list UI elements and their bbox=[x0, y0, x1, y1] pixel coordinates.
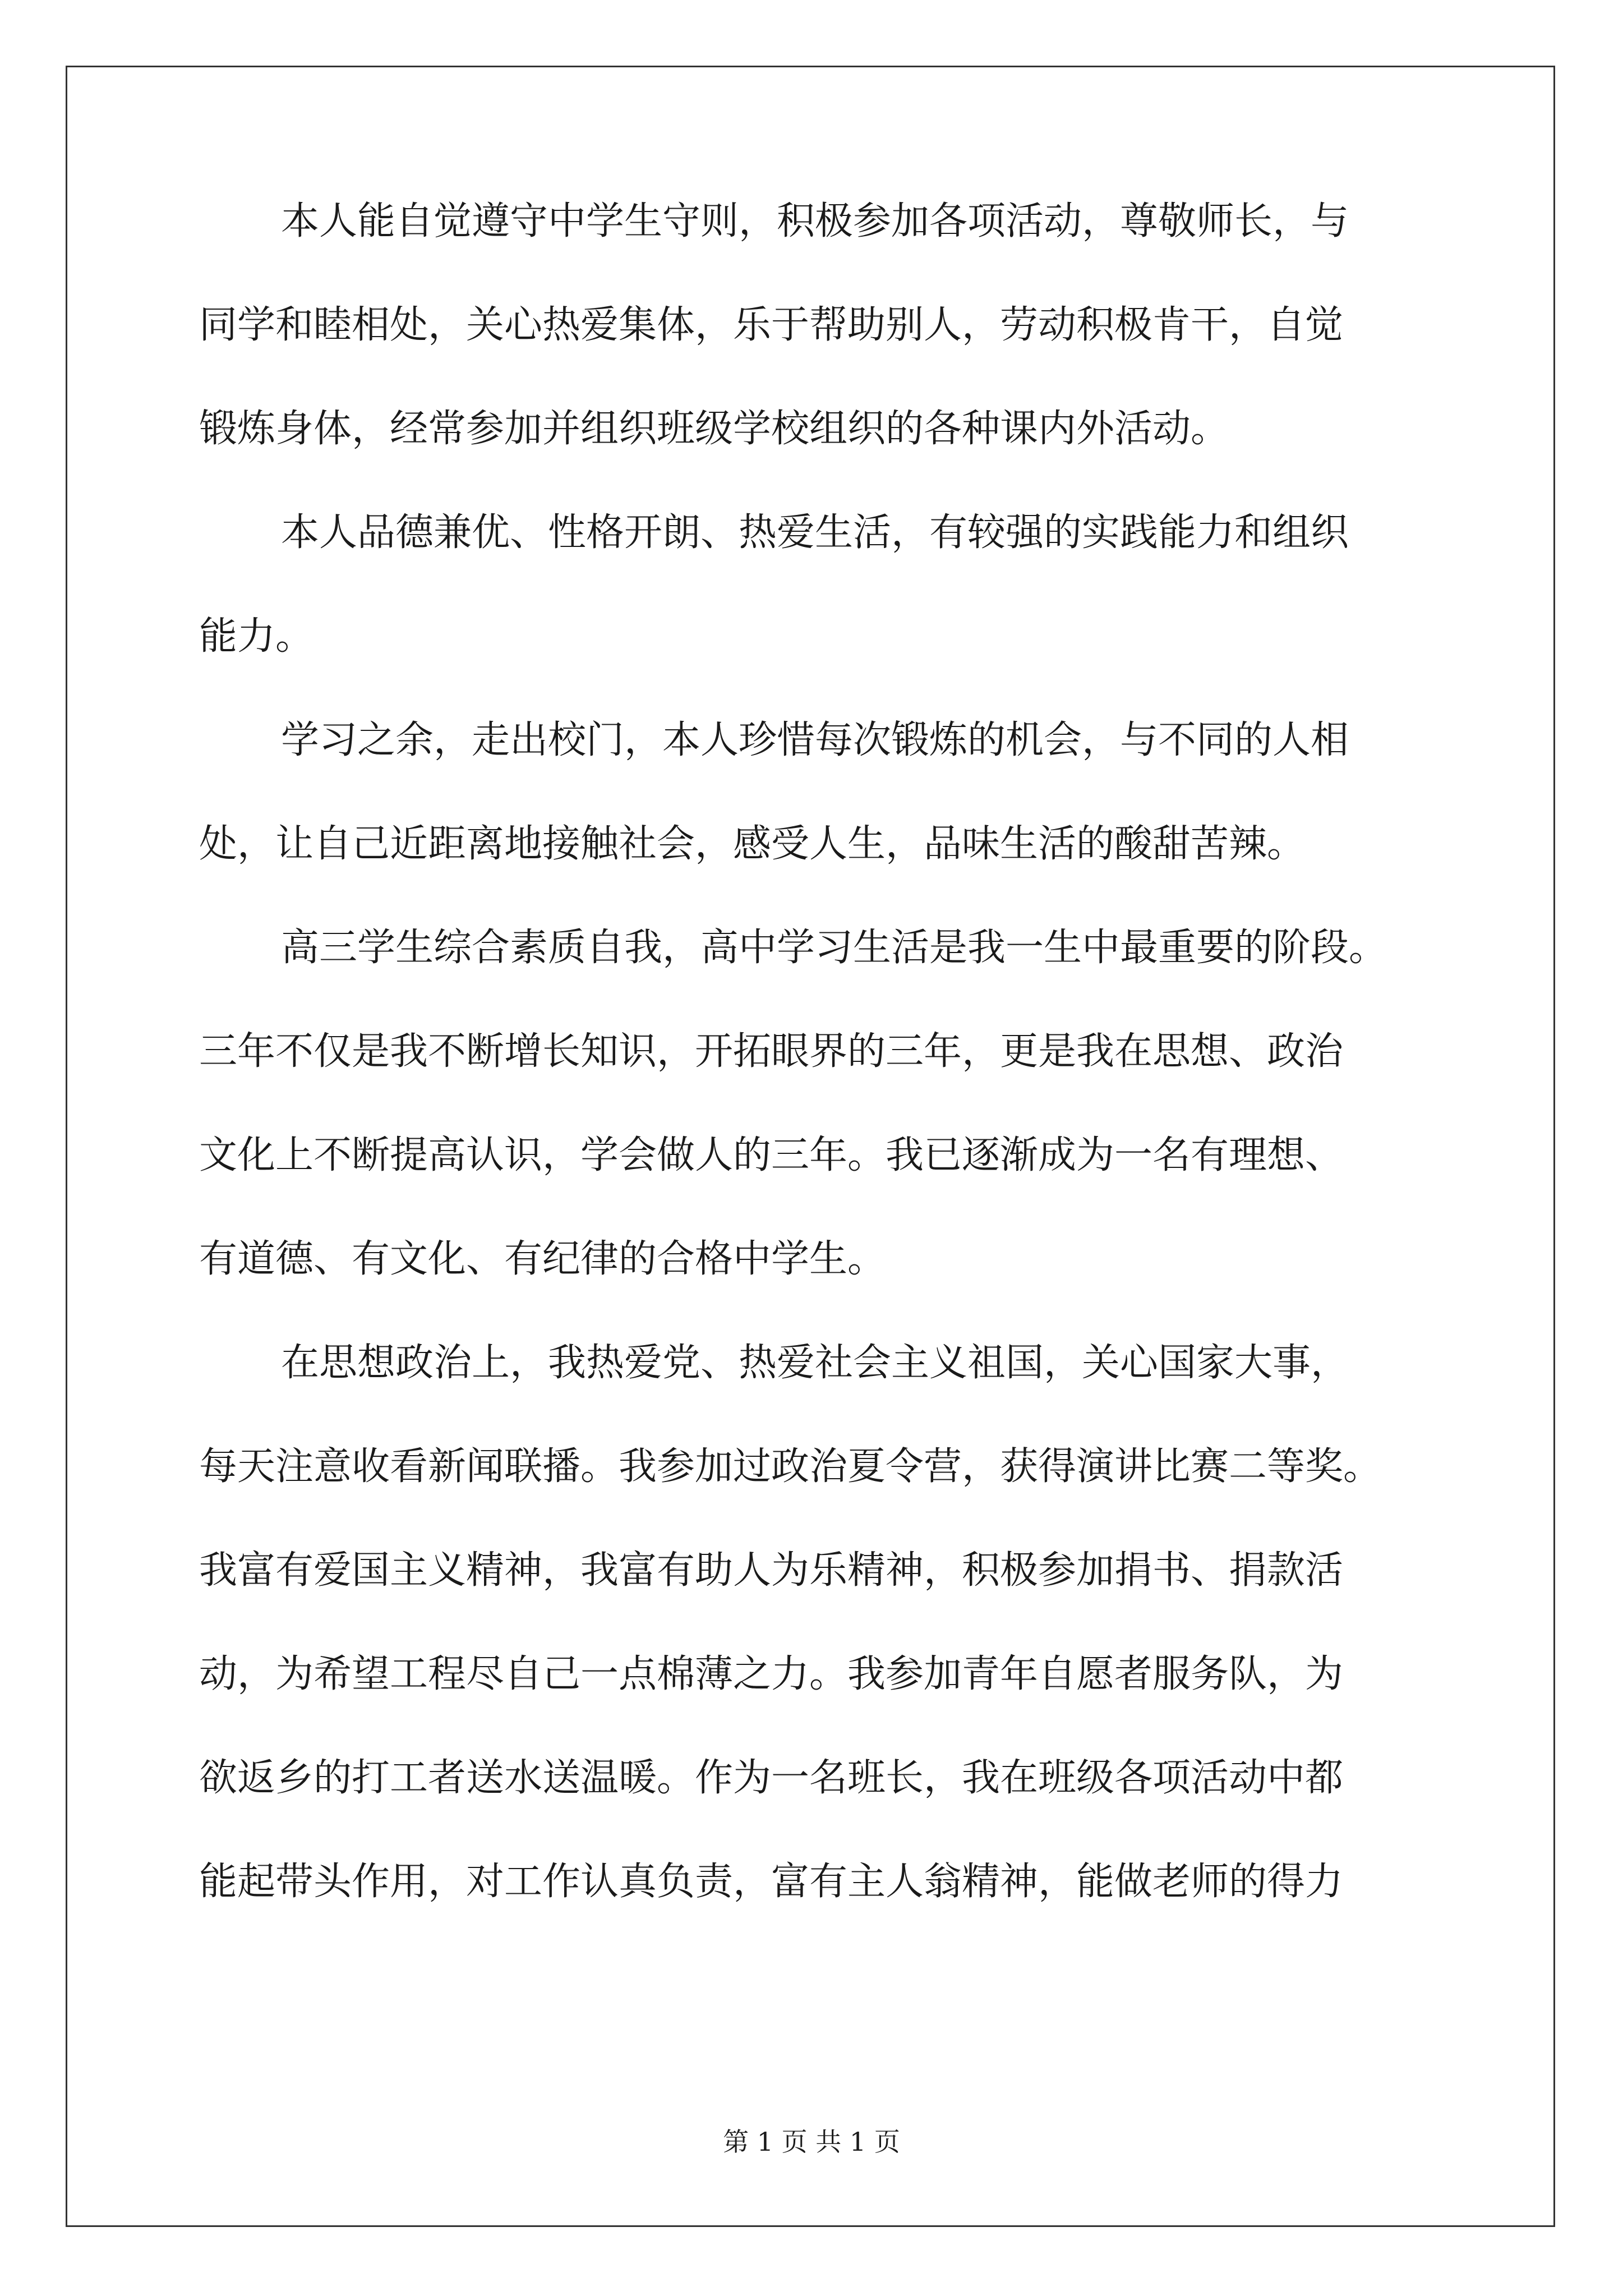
paragraph-line: 处，让自己近距离地接触社会，感受人生，品味生活的酸甜苦辣。 bbox=[199, 822, 1306, 866]
paragraph-line: 动，为希望工程尽自己一点棉薄之力。我参加青年自愿者服务队，为 bbox=[199, 1652, 1344, 1696]
paragraph-line: 能起带头作用，对工作认真负责，富有主人翁精神，能做老师的得力 bbox=[199, 1860, 1344, 1904]
page-number-footer: 第 1 页 共 1 页 bbox=[723, 2127, 900, 2157]
paragraph-line: 三年不仅是我不断增长知识，开拓眼界的三年，更是我在思想、政治 bbox=[199, 1029, 1344, 1074]
paragraph-line: 欲返乡的打工者送水送温暖。作为一名班长，我在班级各项活动中都 bbox=[199, 1756, 1344, 1800]
paragraph-line: 学习之余，走出校门，本人珍惜每次锻炼的机会，与不同的人相 bbox=[281, 718, 1349, 762]
paragraph-line: 高三学生综合素质自我，高中学习生活是我一生中最重要的阶段。 bbox=[281, 926, 1387, 970]
paragraph-line: 能力。 bbox=[199, 614, 314, 659]
paragraph-line: 锻炼身体，经常参加并组织班级学校组织的各种课内外活动。 bbox=[199, 407, 1229, 451]
paragraph-line: 在思想政治上，我热爱党、热爱社会主义祖国，关心国家大事， bbox=[281, 1341, 1349, 1385]
paragraph-line: 文化上不断提高认识，学会做人的三年。我已逐渐成为一名有理想、 bbox=[199, 1133, 1344, 1177]
paragraph-line: 我富有爱国主义精神，我富有助人为乐精神，积极参加捐书、捐款活 bbox=[199, 1548, 1344, 1593]
paragraph-line: 同学和睦相处，关心热爱集体，乐于帮助别人，劳动积极肯干，自觉 bbox=[199, 303, 1344, 347]
paragraph-line: 本人能自觉遵守中学生守则，积极参加各项活动，尊敬师长，与 bbox=[281, 199, 1349, 243]
paragraph-line: 有道德、有文化、有纪律的合格中学生。 bbox=[199, 1237, 886, 1281]
paragraph-line: 每天注意收看新闻联播。我参加过政治夏令营，获得演讲比赛二等奖。 bbox=[199, 1444, 1382, 1489]
paragraph-line: 本人品德兼优、性格开朗、热爱生活，有较强的实践能力和组织 bbox=[281, 510, 1349, 555]
